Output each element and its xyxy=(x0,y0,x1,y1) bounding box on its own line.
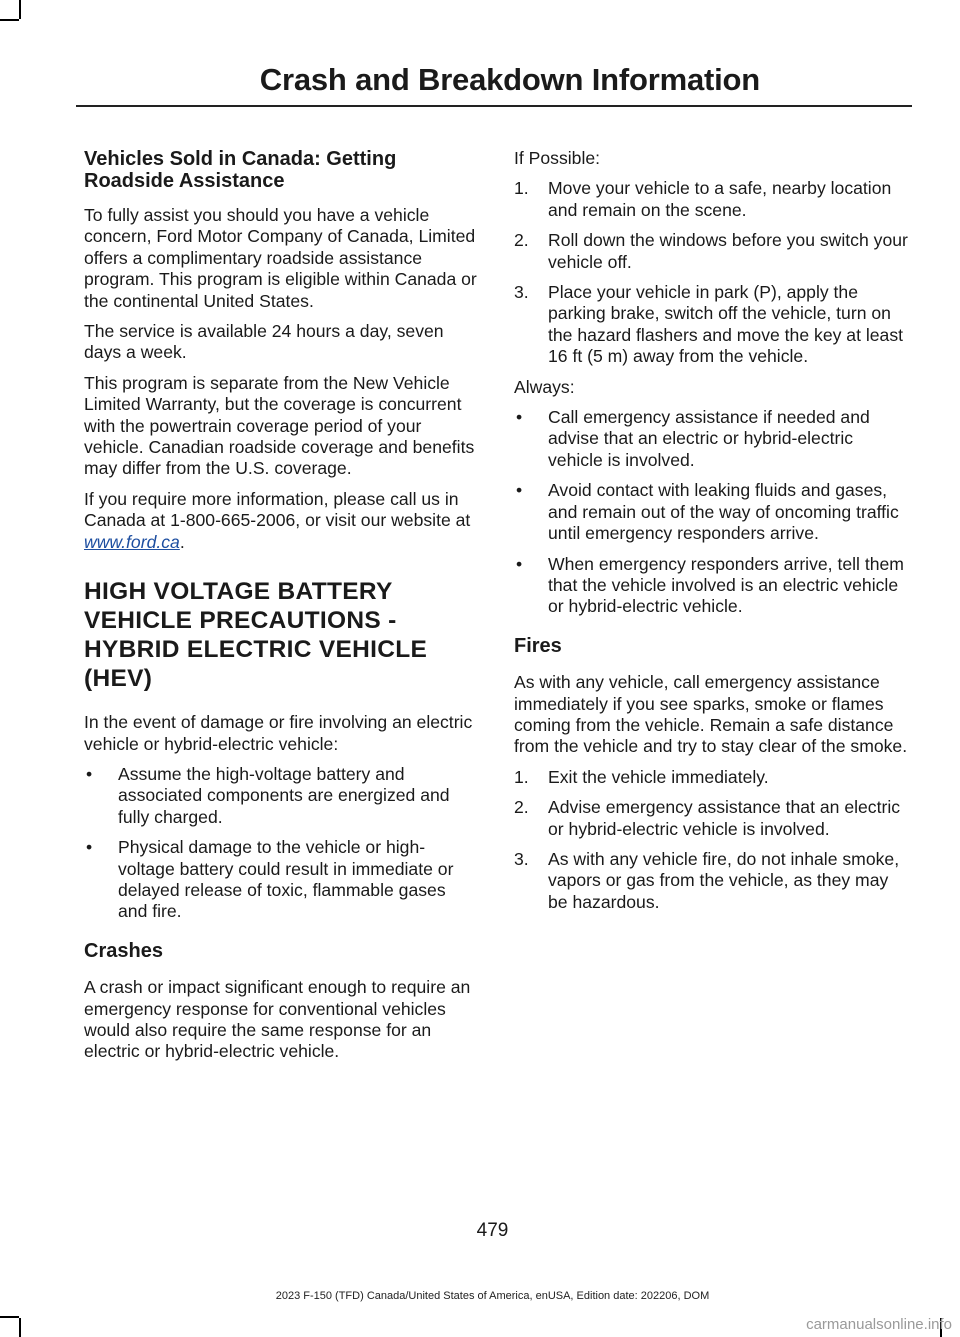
hv-bullet-list xyxy=(84,764,478,923)
canada-roadside-heading: Vehicles Sold in Canada: Getting Roadside Assistance xyxy=(84,148,397,192)
step-number: 2. xyxy=(514,230,529,251)
watermark: carmanualsonline.info xyxy=(806,1316,952,1333)
always-label: Always: xyxy=(514,376,575,397)
canada-paragraph-1: To fully assist you should you have a vehicle concern, Ford Motor Company of Canada, Limited offers a complimentary roadside assistance program. This program is eligible within Canada or the continental United States. xyxy=(84,205,477,311)
list-item-text: Move your vehicle to a safe, nearby location and remain on the scene. xyxy=(548,178,892,220)
list-item xyxy=(514,407,908,471)
hv-battery-heading: HIGH VOLTAGE BATTERY VEHICLE PRECAUTIONS - HYBRID ELECTRIC VEHICLE (HEV) xyxy=(84,578,428,693)
bullet-marker: • xyxy=(516,480,523,501)
list-item-text: Place your vehicle in park (P), apply the parking brake, switch off the vehicle, turn on the hazard flashers and move the key at least 16 ft (5 m) away from the vehicle. xyxy=(548,282,904,367)
step-number: 1. xyxy=(514,766,529,787)
list-item-text: Call emergency assistance if needed and advise that an electric or hybrid-electric vehicle is involved. xyxy=(548,407,870,470)
canada-paragraph-3: This program is separate from the New Vehicle Limited Warranty, but the coverage is concurrent with the powertrain coverage period of your vehicle. Canadian roadside coverage and benefits may differ from the U.S. coverage. xyxy=(84,372,475,479)
contact-text: If you require more information, please call us in Canada at 1-800-665-2006, or visit our website at xyxy=(84,488,471,531)
list-item xyxy=(514,230,908,273)
fires-heading: Fires xyxy=(514,634,562,657)
list-item-text: Exit the vehicle immediately. xyxy=(548,766,769,787)
list-item xyxy=(514,767,908,788)
list-item-text: Advise emergency assistance that an electric or hybrid-electric vehicle is involved. xyxy=(548,797,901,839)
step-number: 3. xyxy=(514,282,529,303)
list-item xyxy=(84,764,478,828)
crashes-paragraph: A crash or impact significant enough to require an emergency response for conventional vehicles would also require the same response for an electric or hybrid-electric vehicle. xyxy=(84,977,471,1062)
list-item xyxy=(514,554,908,618)
list-item xyxy=(514,849,908,913)
crashes-heading: Crashes xyxy=(84,939,163,962)
step-number: 2. xyxy=(514,797,529,818)
canada-paragraph-2: The service is available 24 hours a day, seven days a week. xyxy=(84,321,444,363)
bullet-marker: • xyxy=(516,407,523,428)
crop-mark-bottom-left xyxy=(19,1318,21,1337)
hv-intro: In the event of damage or fire involving an electric vehicle or hybrid-electric vehicle: xyxy=(84,712,473,754)
right-column xyxy=(514,148,908,922)
ford-website-link[interactable]: www.ford.ca xyxy=(84,531,180,552)
if-possible-label: If Possible: xyxy=(514,148,601,168)
header-divider xyxy=(76,105,912,107)
list-item xyxy=(514,178,908,221)
list-item xyxy=(514,480,908,544)
list-item-text: Physical damage to the vehicle or high-voltage battery could result in immediate or delayed release of toxic, flammable gases and fire. xyxy=(118,837,454,922)
fires-paragraph: As with any vehicle, call emergency assistance immediately if you see sparks, smoke or flames coming from the vehicle. Remain a safe distance from the vehicle and try to stay clear of the smoke. xyxy=(514,672,908,757)
bullet-marker: • xyxy=(516,553,523,574)
list-item-text: Roll down the windows before you switch your vehicle off. xyxy=(548,230,908,272)
page-number: 479 xyxy=(476,1220,509,1241)
edition-footer: 2023 F-150 (TFD) Canada/United States of America, enUSA, Edition date: 202206, DOM xyxy=(275,1290,710,1302)
crop-mark-top-left xyxy=(19,0,21,19)
canada-paragraph-4 xyxy=(84,489,478,553)
list-item xyxy=(514,282,908,368)
step-number: 3. xyxy=(514,848,529,869)
list-item-text: Assume the high-voltage battery and associated components are energized and fully charged. xyxy=(118,763,450,827)
list-item-text: As with any vehicle fire, do not inhale smoke, vapors or gas from the vehicle, as they may be hazardous. xyxy=(548,848,900,912)
list-item xyxy=(514,797,908,840)
list-item-text: Avoid contact with leaking fluids and gases, and remain out of the way of oncoming traffic until emergency responders arrive. xyxy=(548,480,899,544)
contact-period: . xyxy=(179,531,185,552)
fires-steps xyxy=(514,767,908,913)
always-bullet-list xyxy=(514,407,908,618)
crop-mark-bottom-left-h xyxy=(0,1316,19,1318)
page-header-title: Crash and Breakdown Information xyxy=(259,62,760,97)
left-column xyxy=(84,148,478,1072)
bullet-marker: • xyxy=(86,837,93,858)
if-possible-steps xyxy=(514,178,908,367)
crop-mark-top-left-h xyxy=(0,19,19,21)
list-item xyxy=(84,837,478,923)
list-item-text: When emergency responders arrive, tell them that the vehicle involved is an electric vehicle or hybrid-electric vehicle. xyxy=(548,553,904,617)
bullet-marker: • xyxy=(86,763,93,784)
step-number: 1. xyxy=(514,178,529,199)
